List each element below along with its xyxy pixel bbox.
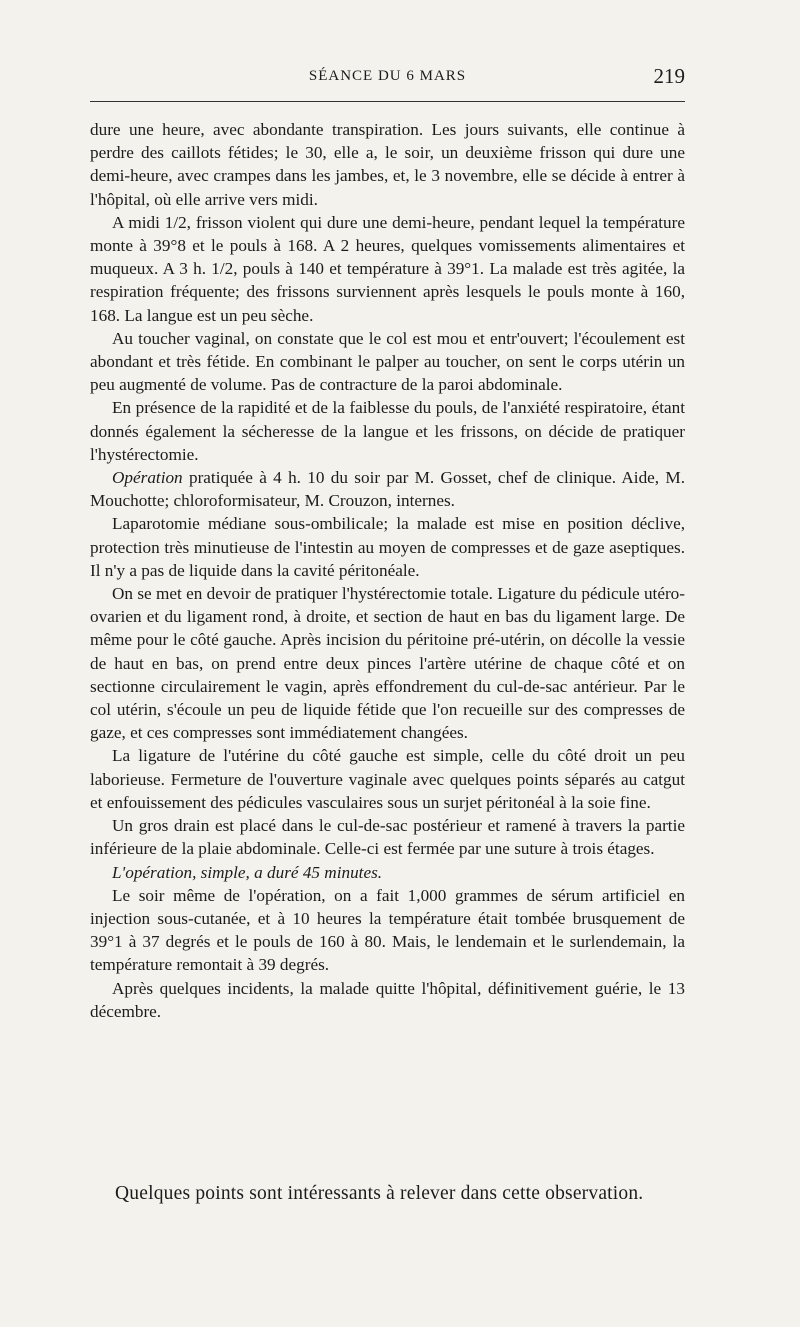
- paragraph-text: Le soir même de l'opération, on a fait 1,000 grammes de sérum artificiel en injection sous-cutanée, et à 10 heures la température était tombée brusquement de 39°1 à 37 degrés et le pouls de 160 à 80. Mais, le lendemain et le surlendemain, la température remontait à 39 degrés.: [90, 885, 685, 975]
- header-rule: [90, 101, 685, 102]
- paragraph: [90, 884, 685, 977]
- paragraph: [90, 814, 685, 860]
- paragraph-text: pratiquée à 4 h. 10 du soir par M. Gosset, chef de clinique. Aide, M. Mouchotte; chloroformisateur, M. Crouzon, internes.: [90, 468, 685, 511]
- paragraph-text: Laparotomie médiane sous-ombilicale; la malade est mise en position déclive, protection très minutieuse de l'intestin au moyen de compresses et de gaze aseptiques. Il n'y a pas de liquide dans la cavité péritonéale.: [90, 514, 685, 580]
- paragraph-text: Au toucher vaginal, on constate que le col est mou et entr'ouvert; l'écoulement est abondant et très fétide. En combinant le palper au toucher, on sent le corps utérin un peu augmenté de volume. Pas de contracture de la paroi abdominale.: [90, 328, 685, 395]
- paragraph-text: A midi 1/2, frisson violent qui dure une demi-heure, pendant lequel la température monte à 39°8 et le pouls à 168. A 2 heures, quelques vomissements alimentaires et muqueux. A 3 h. 1/2, pouls à 140 et température à 39°1. La malade est très agitée, la respiration fréquente; des frissons surviennent après lesquels le pouls monte à 160, 168. La langue est un peu sèche.: [90, 212, 685, 325]
- body-text: [90, 118, 685, 1023]
- running-head: SÉANCE DU 6 MARS: [308, 68, 467, 84]
- page-number: 219: [653, 64, 685, 88]
- paragraph-text: Après quelques incidents, la malade quitte l'hôpital, définitivement guérie, le 13 décembre.: [90, 978, 685, 1021]
- paragraph: [90, 512, 685, 582]
- paragraph-text: La ligature de l'utérine du côté gauche est simple, celle du côté droit un peu laborieuse. Fermeture de l'ouverture vaginale avec quelques points séparés au catgut et enfouissement des pédicules vasculaires sous un surjet péritonéal à la soie fine.: [90, 746, 685, 812]
- paragraph-text: Un gros drain est placé dans le cul-de-sac postérieur et ramené à travers la partie inférieure de la plaie abdominale. Celle-ci est fermée par une suture à trois étages.: [90, 816, 685, 859]
- paragraph: [90, 211, 685, 327]
- paragraph: [90, 744, 685, 814]
- paragraph-lead: Opération: [112, 468, 183, 488]
- paragraph-text: En présence de la rapidité et de la faiblesse du pouls, de l'anxiété respiratoire, étant donnés également la sécheresse de la langue et les frissons, on décide de pratiquer l'hystérectomie.: [90, 398, 685, 464]
- page-header: [90, 60, 685, 96]
- paragraph-text: dure une heure, avec abondante transpiration. Les jours suivants, elle continue à perdre des caillots fétides; le 30, elle a, le soir, un deuxième frisson qui dure une demi-heure, avec crampes dans les jambes, et, le 3 novembre, elle se décide à entrer à l'hôpital, où elle arrive vers midi.: [90, 120, 685, 209]
- paragraph: [90, 861, 685, 884]
- paragraph: [90, 396, 685, 466]
- closing-line: Quelques points sont intéressants à relever dans cette observation.: [115, 1183, 644, 1204]
- paragraph-lead: L'opération, simple, a duré 45 minutes.: [112, 862, 383, 882]
- paragraph: [90, 977, 685, 1023]
- paragraph: [90, 466, 685, 512]
- paragraph: [90, 582, 685, 744]
- paragraph-text: On se met en devoir de pratiquer l'hystérectomie totale. Ligature du pédicule utéro-ovarien et du ligament rond, à droite, et section de haut en bas du ligament large. De même pour le côté gauche. Après incision du péritoine pré-utérin, on décolle la vessie de haut en bas, on prend entre deux pinces l'artère utérine de chaque côté et on sectionne circulairement le vagin, après effondrement du cul-de-sac antérieur. Par le col utérin, s'écoule un peu de liquide fétide que l'on recueille sur des compresses de gaze, et ces compresses sont immédiatement changées.: [90, 584, 685, 743]
- paragraph: [90, 118, 685, 211]
- paragraph: [90, 327, 685, 397]
